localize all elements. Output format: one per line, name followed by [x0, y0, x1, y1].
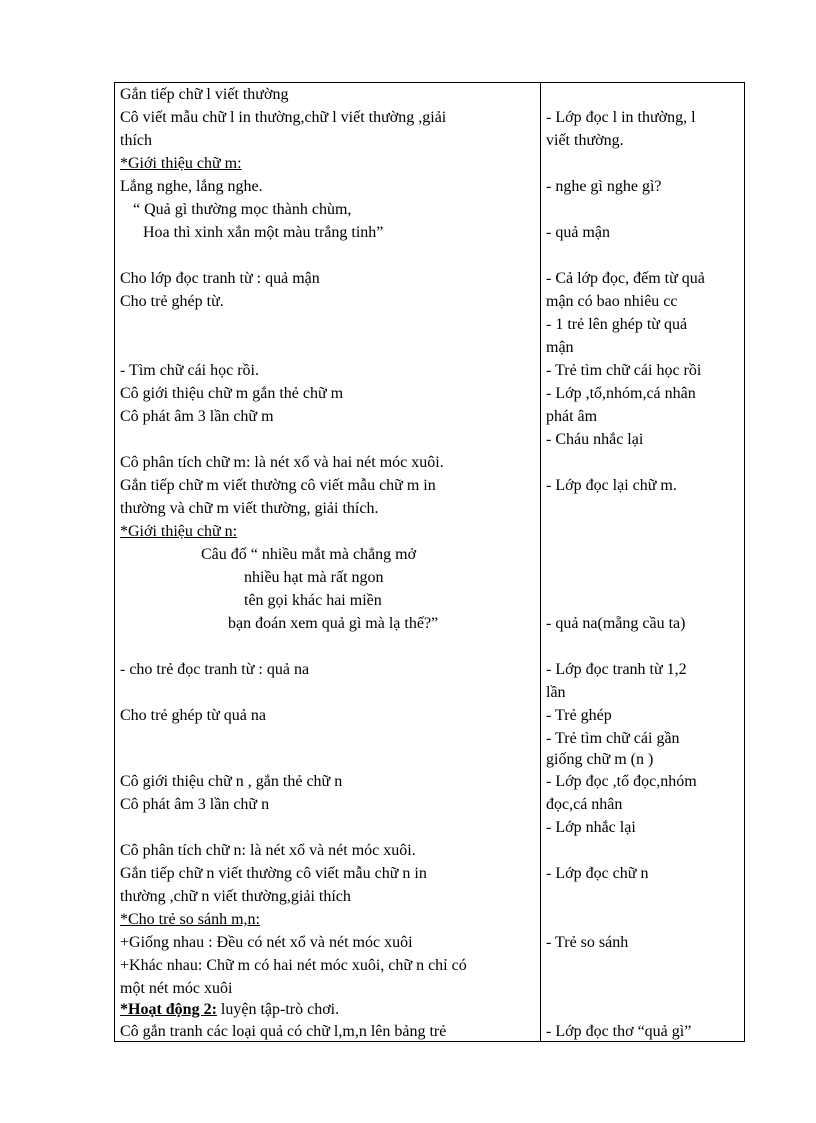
- left-line: một nét móc xuôi: [120, 980, 233, 997]
- left-line: Lắng nghe, lắng nghe.: [120, 178, 263, 195]
- riddle-line: bạn đoán xem quả gì mà lạ thế?”: [228, 615, 439, 632]
- right-line: - nghe gì nghe gì?: [546, 178, 662, 195]
- left-line: +Khác nhau: Chữ m có hai nét móc xuôi, chữ n chỉ có: [120, 957, 467, 974]
- right-line: - Lớp đọc ,tổ đọc,nhóm: [546, 773, 697, 790]
- right-line: - Lớp đọc l in thường, l: [546, 109, 696, 126]
- left-line: - Tìm chữ cái học rồi.: [120, 362, 259, 379]
- right-line: - Trẻ so sánh: [546, 934, 629, 951]
- activity-2-rest: luyện tập-trò chơi.: [216, 1001, 340, 1018]
- right-line: - Cháu nhắc lại: [546, 431, 644, 448]
- left-line: Cô giới thiệu chữ n , gắn thẻ chữ n: [120, 773, 343, 790]
- right-line: đọc,cá nhân: [546, 796, 623, 813]
- section-heading-n: *Giới thiệu chữ n:: [120, 523, 238, 540]
- riddle-line: Hoa thì xinh xắn một màu trắng tinh”: [143, 224, 384, 241]
- right-line: - Trẻ tìm chữ cái gần: [546, 730, 680, 747]
- right-line: - Lớp đọc chữ n: [546, 865, 649, 882]
- right-line: viết thường.: [546, 132, 624, 149]
- right-line: - Lớp nhắc lại: [546, 819, 636, 836]
- column-divider: [540, 82, 541, 1042]
- section-heading-compare: *Cho trẻ so sánh m,n:: [120, 911, 260, 928]
- left-line: Cho trẻ ghép từ quả na: [120, 707, 266, 724]
- riddle-line: “ Quả gì thường mọc thành chùm,: [133, 201, 352, 218]
- left-line: +Giống nhau : Đều có nét xổ và nét móc xuôi: [120, 934, 413, 951]
- right-line: - quả na(mẵng cầu ta): [546, 615, 686, 632]
- activity-2-heading: [120, 998, 339, 1021]
- right-line: - Lớp đọc tranh từ 1,2: [546, 661, 687, 678]
- right-line: - Trẻ tìm chữ cái học rồi: [546, 362, 702, 379]
- left-line: thường và chữ m viết thường, giải thích.: [120, 500, 379, 517]
- left-line: Cô phân tích chữ n: là nét xổ và nét móc xuôi.: [120, 842, 416, 859]
- right-line: - Lớp ,tổ,nhóm,cá nhân: [546, 385, 696, 402]
- left-line: Cho trẻ ghép từ.: [120, 293, 224, 310]
- right-line: phát âm: [546, 408, 598, 425]
- right-line: - Lớp đọc thơ “quả gì”: [546, 1023, 692, 1040]
- activity-2-label: *Hoạt động 2:: [120, 1001, 217, 1018]
- left-line: Cô viết mẫu chữ l in thường,chữ l viết thường ,giải: [120, 109, 447, 126]
- left-line: Cô gắn tranh các loại quả có chữ l,m,n lên bảng trẻ: [120, 1023, 447, 1040]
- left-line: Gắn tiếp chữ n viết thường cô viết mẫu chữ n in: [120, 865, 427, 882]
- left-line: Cô phân tích chữ m: là nét xổ và hai nét móc xuôi.: [120, 454, 444, 471]
- left-line: thích: [120, 132, 152, 149]
- left-line: Gắn tiếp chữ l viết thường: [120, 86, 289, 103]
- right-line: - 1 trẻ lên ghép từ quả: [546, 316, 688, 333]
- riddle-line: tên gọi khác hai miền: [244, 592, 382, 609]
- right-line: - Cả lớp đọc, đếm từ quả: [546, 270, 705, 287]
- right-line: mận có bao nhiêu cc: [546, 293, 678, 310]
- riddle-line: Câu đố “ nhiều mắt mà chẳng mở: [201, 546, 417, 563]
- left-line: Cô phát âm 3 lần chữ n: [120, 796, 270, 813]
- left-line: Cho lớp đọc tranh từ : quả mận: [120, 270, 320, 287]
- right-line: mận: [546, 339, 574, 356]
- right-line: giống chữ m (n ): [546, 751, 654, 768]
- right-line: lần: [546, 684, 566, 701]
- section-heading-m: *Giới thiệu chữ m:: [120, 155, 242, 172]
- right-line: - quả mận: [546, 224, 610, 241]
- left-line: - cho trẻ đọc tranh từ : quả na: [120, 661, 310, 678]
- left-line: thường ,chữ n viết thường,giải thích: [120, 888, 351, 905]
- left-line: Cô giới thiệu chữ m gắn thẻ chữ m: [120, 385, 344, 402]
- left-line: Gắn tiếp chữ m viết thường cô viết mẫu chữ m in: [120, 477, 436, 494]
- riddle-line: nhiều hạt mà rất ngon: [244, 569, 384, 586]
- left-line: Cô phát âm 3 lần chữ m: [120, 408, 274, 425]
- right-line: - Trẻ ghép: [546, 707, 612, 724]
- right-line: - Lớp đọc lại chữ m.: [546, 477, 677, 494]
